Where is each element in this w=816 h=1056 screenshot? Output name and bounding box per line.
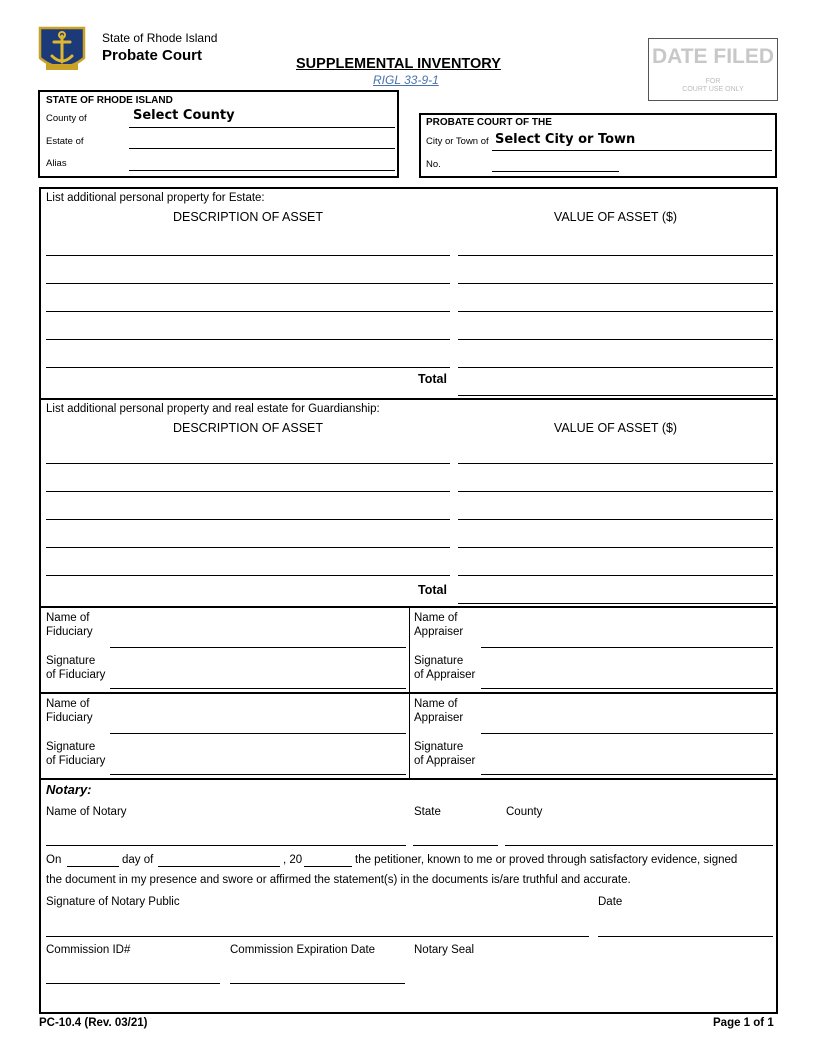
alias-field[interactable] [129,170,395,171]
guardian-desc-header: DESCRIPTION OF ASSET [172,421,324,435]
estate-value-row[interactable] [458,311,773,312]
estate-value-row[interactable] [458,367,773,368]
fiduciary-name-field-2[interactable] [110,733,406,734]
notary-name-label: Name of Notary [46,806,127,818]
estate-total-label: Total [418,372,447,386]
fiduciary-name-field-1[interactable] [110,647,406,648]
notary-year-field[interactable] [304,866,352,867]
estate-desc-header: DESCRIPTION OF ASSET [172,210,324,224]
notary-seal-label: Notary Seal [414,944,475,956]
court-use-label: COURT USE ONLY [682,86,744,93]
estate-field[interactable] [129,148,395,149]
guardian-value-row[interactable] [458,547,773,548]
estate-desc-row[interactable] [46,367,450,368]
notary-signature-label: Signature of Notary Public [46,896,180,908]
city-line [492,150,772,151]
guardian-desc-row[interactable] [46,547,450,548]
guardian-total-label: Total [418,583,447,597]
appraiser-signature-label-2: Signature of Appraiser [414,741,476,767]
for-label: FOR [705,78,721,85]
date-filed-label: DATE FILED [651,45,775,68]
guardian-desc-row[interactable] [46,575,450,576]
city-label: City or Town of [426,136,489,147]
case-no-label: No. [426,159,441,170]
appraiser-signature-field-2[interactable] [481,774,773,775]
notary-day-field[interactable] [67,866,119,867]
guardian-desc-row[interactable] [46,463,450,464]
header-court: Probate Court [102,47,203,64]
date-filed-box [648,38,778,101]
notary-county-field[interactable] [505,845,773,846]
fiduciary-signature-field-1[interactable] [110,688,406,689]
notary-signature-field[interactable] [46,936,589,937]
notary-state-label: State [414,806,441,818]
estate-section-heading: List additional personal property for Estate: [46,192,265,204]
estate-desc-row[interactable] [46,311,450,312]
guardian-desc-row[interactable] [46,519,450,520]
guardian-value-header: VALUE OF ASSET ($) [553,421,678,435]
estate-desc-row[interactable] [46,283,450,284]
fiduciary-name-label-1: Name of Fiduciary [46,612,93,638]
estate-box-heading: STATE OF RHODE ISLAND [46,95,173,106]
estate-desc-row[interactable] [46,339,450,340]
estate-value-row[interactable] [458,339,773,340]
fiduciary-signature-field-2[interactable] [110,774,406,775]
guardian-total-field[interactable] [458,603,773,604]
commission-id-field[interactable] [46,983,220,984]
form-id: PC-10.4 (Rev. 03/21) [39,1017,148,1029]
appraiser-name-field-1[interactable] [481,647,773,648]
guardian-value-row[interactable] [458,519,773,520]
header-state: State of Rhode Island [102,31,218,45]
notary-name-field[interactable] [46,845,406,846]
appraiser-signature-label-1: Signature of Appraiser [414,655,476,681]
estate-value-row[interactable] [458,283,773,284]
estate-value-header: VALUE OF ASSET ($) [553,210,678,224]
fiduciary-signature-label-2: Signature of Fiduciary [46,741,106,767]
guardian-value-row[interactable] [458,575,773,576]
city-select[interactable]: Select City or Town [495,132,636,147]
appraiser-name-label-1: Name of Appraiser [414,612,464,638]
divider [40,398,777,400]
notary-state-field[interactable] [413,845,498,846]
appraiser-name-field-2[interactable] [481,733,773,734]
guardian-section-heading: List additional personal property and real estate for Guardianship: [46,403,380,415]
form-title: SUPPLEMENTAL INVENTORY [296,56,501,72]
page-number: Page 1 of 1 [713,1017,774,1029]
guardian-value-row[interactable] [458,463,773,464]
case-no-field[interactable] [492,171,619,172]
estate-total-field[interactable] [458,395,773,396]
fiduciary-name-label-2: Name of Fiduciary [46,698,93,724]
county-line [129,127,395,128]
guardian-desc-row[interactable] [46,491,450,492]
notary-month-field[interactable] [158,866,280,867]
appraiser-signature-field-1[interactable] [481,688,773,689]
divider [40,778,777,780]
notary-statement-line-2: the document in my presence and swore or affirmed the statement(s) in the documents is/are truthful and accurate. [46,874,631,886]
ri-seal-logo [30,24,94,78]
appraiser-name-label-2: Name of Appraiser [414,698,464,724]
notary-county-label: County [506,806,543,818]
commission-exp-label: Commission Expiration Date [230,944,376,956]
court-box-heading: PROBATE COURT OF THE [426,117,552,128]
estate-desc-row[interactable] [46,255,450,256]
notary-heading: Notary: [46,782,92,797]
divider [40,692,777,694]
county-label: County of [46,113,87,124]
county-select[interactable]: Select County [133,108,235,123]
commission-id-label: Commission ID# [46,944,131,956]
notary-date-field[interactable] [598,936,773,937]
fiduciary-signature-label-1: Signature of Fiduciary [46,655,106,681]
guardian-value-row[interactable] [458,491,773,492]
notary-statement-line-1: the petitioner, known to me or proved through satisfactory evidence, signed [355,854,738,866]
estate-value-row[interactable] [458,255,773,256]
on-label: On [46,854,62,866]
notary-date-label: Date [598,896,623,908]
commission-exp-field[interactable] [230,983,405,984]
estate-label: Estate of [46,136,84,147]
alias-label: Alias [46,158,67,169]
day-of-label: day of [122,854,154,866]
statute-link[interactable]: RIGL 33-9-1 [373,73,439,87]
year-prefix-label: , 20 [283,854,303,866]
